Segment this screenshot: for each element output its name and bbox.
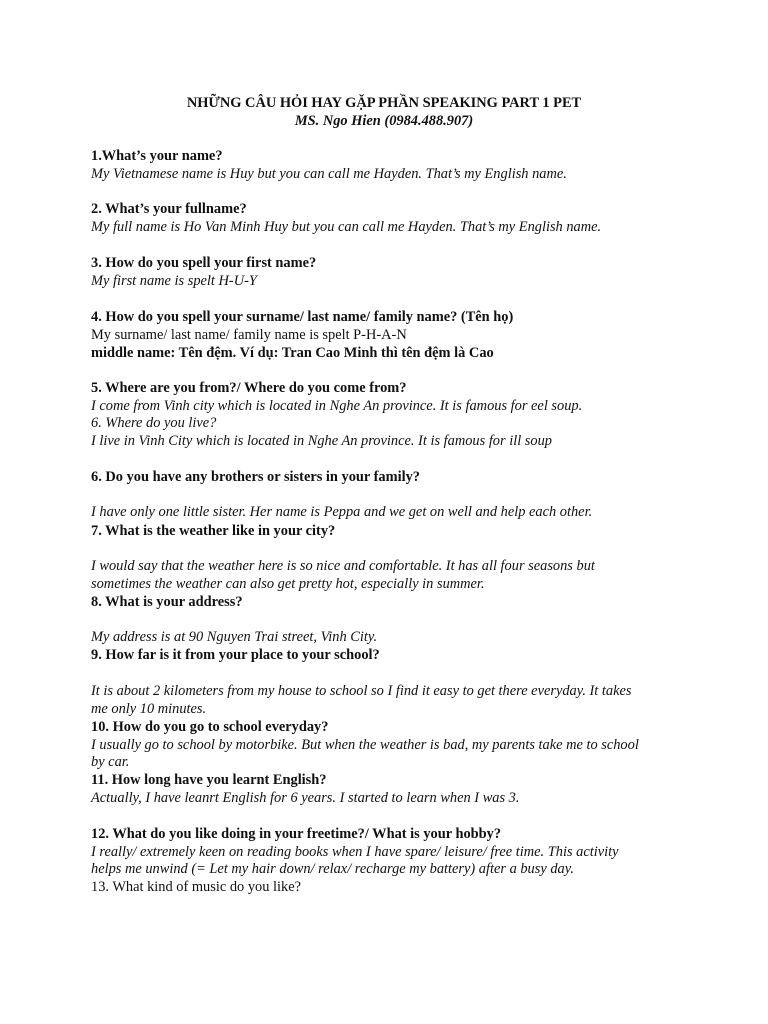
answer-5-line-2: 6. Where do you live? xyxy=(91,415,217,431)
answer-2: My full name is Ho Van Minh Huy but you can call me Hayden. That’s my English name. xyxy=(91,219,602,235)
question-10: 10. How do you go to school everyday? xyxy=(91,719,329,735)
answer-5-line-1: I come from Vinh city which is located in Nghe An province. It is famous for eel soup. xyxy=(91,398,583,414)
note-4: middle name: Tên đệm. Ví dụ: Tran Cao Minh thì tên đệm là Cao xyxy=(91,345,494,361)
question-8: 8. What is your address? xyxy=(91,594,243,610)
answer-8: My address is at 90 Nguyen Trai street, Vinh City. xyxy=(91,629,378,645)
answer-10-line-1: I usually go to school by motorbike. But when the weather is bad, my parents take me to school xyxy=(91,737,639,753)
question-4: 4. How do you spell your surname/ last name/ family name? (Tên họ) xyxy=(91,309,514,325)
answer-5-line-3: I live in Vinh City which is located in Nghe An province. It is famous for ill soup xyxy=(91,433,552,449)
question-9: 9. How far is it from your place to your school? xyxy=(91,647,380,663)
document-author: MS. Ngo Hien (0984.488.907) xyxy=(294,113,474,129)
answer-12-line-2: helps me unwind (= Let my hair down/ relax/ recharge my battery) after a busy day. xyxy=(91,861,574,877)
question-5: 5. Where are you from?/ Where do you come from? xyxy=(91,380,407,396)
answer-3: My first name is spelt H-U-Y xyxy=(91,273,257,289)
answer-7-line-1: I would say that the weather here is so nice and comfortable. It has all four seasons but xyxy=(91,558,595,574)
answer-11: Actually, I have leanrt English for 6 years. I started to learn when I was 3. xyxy=(91,790,520,806)
question-1: 1.What’s your name? xyxy=(91,148,223,164)
question-2: 2. What’s your fullname? xyxy=(91,201,247,217)
document-title: NHỮNG CÂU HỎI HAY GẶP PHẦN SPEAKING PART 1 PET xyxy=(186,95,582,111)
answer-4: My surname/ last name/ family name is spelt P-H-A-N xyxy=(91,327,407,343)
answer-12-line-1: I really/ extremely keen on reading books when I have spare/ leisure/ free time. This activity xyxy=(91,844,619,860)
question-12: 12. What do you like doing in your freetime?/ What is your hobby? xyxy=(91,826,502,842)
question-13: 13. What kind of music do you like? xyxy=(91,879,301,895)
answer-10-line-2: by car. xyxy=(91,754,130,770)
answer-6: I have only one little sister. Her name is Peppa and we get on well and help each other. xyxy=(91,504,593,520)
answer-9-line-1: It is about 2 kilometers from my house to school so I find it easy to get there everyday. It takes xyxy=(91,683,632,699)
question-7: 7. What is the weather like in your city? xyxy=(91,523,336,539)
question-3: 3. How do you spell your first name? xyxy=(91,255,317,271)
answer-1: My Vietnamese name is Huy but you can call me Hayden. That’s my English name. xyxy=(91,166,567,182)
question-6: 6. Do you have any brothers or sisters in your family? xyxy=(91,469,420,485)
question-11: 11. How long have you learnt English? xyxy=(91,772,327,788)
answer-7-line-2: sometimes the weather can also get pretty hot, especially in summer. xyxy=(91,576,485,592)
answer-9-line-2: me only 10 minutes. xyxy=(91,701,207,717)
